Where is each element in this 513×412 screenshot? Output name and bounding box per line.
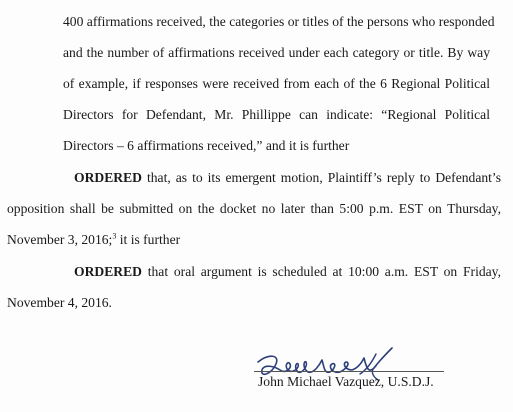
paragraph1-line-1: 400 affirmations received, the categories or titles of the persons who responded <box>63 14 495 29</box>
paragraph2-line-1 <box>74 170 501 186</box>
paragraph2-line-3 <box>7 232 180 248</box>
paragraph2-line-3-text: it is further <box>116 232 181 247</box>
signer-name: John Michael Vazquez, U.S.D.J. <box>258 374 434 389</box>
paragraph1-line-3: of example, if responses were received from each of the 6 Regional Political <box>63 76 490 91</box>
paragraph3-line-1-text: that oral argument is scheduled at 10:00 a.m. EST on Friday, <box>141 264 501 279</box>
ordered-keyword: ORDERED <box>74 264 142 279</box>
signature-line <box>254 371 444 372</box>
paragraph2-line-2: opposition shall be submitted on the docket no later than 5:00 p.m. EST on Thursday, <box>7 201 501 216</box>
paragraph1-line-4: Directors for Defendant, Mr. Phillippe can indicate: “Regional Political <box>63 107 490 122</box>
paragraph2-date: November 3, 2016; <box>7 232 113 247</box>
paragraph2-line-1-text: that, as to its emergent motion, Plaintiff’s reply to Defendant’s <box>141 170 501 185</box>
footnote-marker: 3 <box>112 231 117 241</box>
paragraph1-line-2: and the number of affirmations received under each category or title. By way <box>63 45 490 60</box>
paragraph1-line-5: Directors – 6 affirmations received,” and it is further <box>63 138 350 153</box>
ordered-keyword: ORDERED <box>74 170 142 185</box>
paragraph3-line-1 <box>74 264 501 280</box>
paragraph3-line-2: November 4, 2016. <box>7 295 112 310</box>
